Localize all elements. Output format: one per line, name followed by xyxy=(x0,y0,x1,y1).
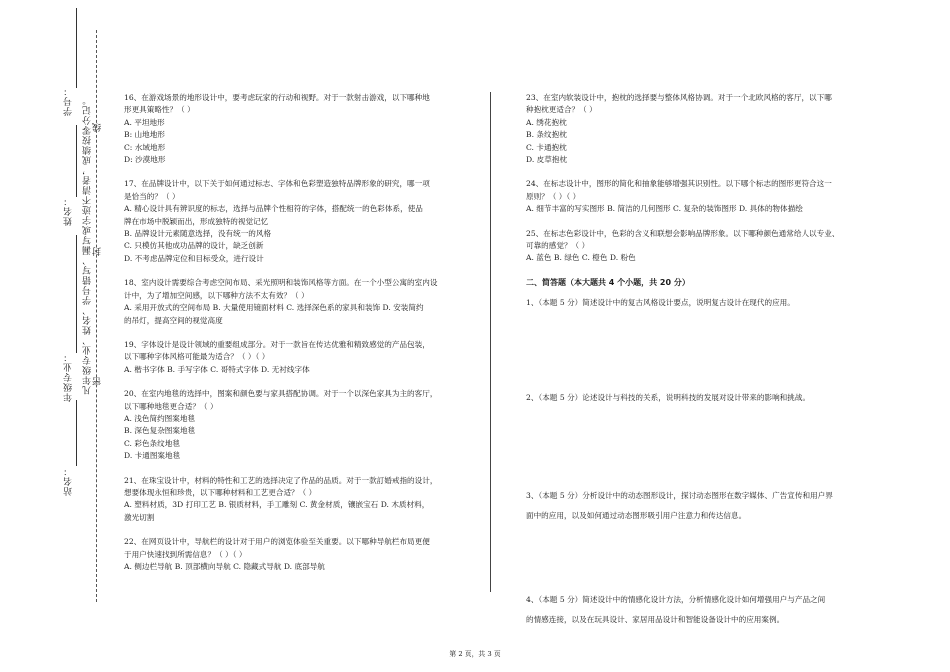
exam-no-line xyxy=(76,8,77,88)
question-25 xyxy=(526,228,871,265)
question-stem: 以下哪种字体风格可能最为适合？（ ）（ ） xyxy=(124,352,270,362)
option: D. 不考虑品牌定位和目标受众，进行设计 xyxy=(124,253,264,263)
option: A. 细节丰富的写实图形 B. 简洁的几何图形 C. 复杂的装饰图形 D. 具体的物体描绘 xyxy=(526,204,803,214)
short-question-3 xyxy=(526,490,871,586)
grade-major-line xyxy=(76,235,77,353)
grade-major-label: 年级专业： xyxy=(64,352,74,402)
question-stem: 2、（本题 5 分）论述设计与科技的关系，说明科技的发展对设计带来的影响和挑战。 xyxy=(526,393,811,403)
question-stem: 19、字体设计是设计领域的重要组成部分。对于一款旨在传达优雅和精致感觉的产品包装， xyxy=(124,339,430,349)
option: A. 侧边栏导航 B. 顶部横向导航 C. 隐藏式导航 D. 底部导航 xyxy=(124,562,325,571)
name-line xyxy=(76,125,77,197)
option: A. 塑料材质，3D 打印工艺 B. 银质材料，手工雕刻 C. 黄金材质，镶嵌宝石 D. 木质材料， xyxy=(124,500,430,510)
question-stem: 22、在网页设计中，导航栏的设计对于用户的浏览体验至关重要。以下哪种导航栏布局更便 xyxy=(124,537,430,547)
question-19 xyxy=(124,339,469,376)
question-24 xyxy=(526,178,871,215)
question-stem: 形更具策略性？（ ） xyxy=(124,105,195,115)
question-20 xyxy=(124,388,469,462)
seal-xian: 线 xyxy=(93,122,103,132)
short-question-1 xyxy=(526,297,871,385)
option: A. 平坦地形 xyxy=(124,117,165,127)
question-stem: 于用户快速找到所需信息？（ ）（ ） xyxy=(124,549,247,559)
question-stem: 25、在标志色彩设计中，色彩的含义和联想会影响品牌形象。以下哪种颜色通常给人以专业、 xyxy=(526,228,840,238)
option: A. 蓝色 B. 绿色 C. 橙色 D. 粉色 xyxy=(526,253,636,263)
column-divider xyxy=(490,92,491,592)
option: 牌在市场中脱颖而出，形成独特的视觉记忆 xyxy=(124,216,269,226)
option: C: 水域地形 xyxy=(124,142,166,152)
question-stem: 是恰当的？（ ） xyxy=(124,191,180,201)
question-stem: 想要体现永恒和珍贵，以下哪种材料和工艺更合适？（ ） xyxy=(124,487,317,497)
question-stem: 以下哪种地毯更合适？（ ） xyxy=(124,401,218,411)
question-stem: 4、（本题 5 分）简述设计中的情感化设计方法，分析情感化设计如何增强用户与产品之间 xyxy=(526,594,826,604)
binding-margin xyxy=(0,0,110,672)
option: C. 卡通抱枕 xyxy=(526,142,567,152)
option: A. 绣花抱枕 xyxy=(526,117,567,127)
seal-feng: 封 xyxy=(93,246,103,256)
question-17 xyxy=(124,178,469,265)
question-stem: 23、在室内软装设计中，抱枕的选择要与整体风格协调。对于一个北欧风格的客厅，以下哪 xyxy=(526,93,832,102)
option: A. 浅色简约图案地毯 xyxy=(124,413,196,423)
question-stem: 20、在室内地毯的选择中，图案和颜色要与家具搭配协调。对于一个以深色家具为主的客厅， xyxy=(124,389,438,399)
option: B. 条纹抱枕 xyxy=(526,130,567,140)
option: C. 彩色条纹地毯 xyxy=(124,438,180,448)
left-column xyxy=(124,92,469,585)
option: A. 楷书字体 B. 手写字体 C. 哥特式字体 D. 无衬线字体 xyxy=(124,364,310,374)
question-stem: 可靠的感觉？（ ） xyxy=(526,241,590,251)
question-stem: 种抱枕更适合？（ ） xyxy=(526,105,597,115)
question-stem: 24、在标志设计中，图形的简化和抽象能够增强其识别性。以下哪个标志的图形更符合这一 xyxy=(526,179,832,189)
question-stem: 16、在游戏场景的地形设计中，要考虑玩家的行动和视野。对于一款射击游戏，以下哪种地 xyxy=(124,93,430,102)
question-stem: 3、（本题 5 分）分析设计中的动态图形设计，探讨动态图形在数字媒体、广告宣传和用户界 xyxy=(526,491,833,501)
question-22 xyxy=(124,536,469,573)
option: A. 精心设计具有辨识度的标志，选择与品牌个性相符的字体，搭配统一的色彩体系，使品 xyxy=(124,204,423,214)
question-stem: 17、在品牌设计中，以下关于如何通过标志、字体和色彩塑造独特品牌形象的研究，哪一项 xyxy=(124,179,430,189)
option: D: 沙漠地形 xyxy=(124,155,166,165)
exam-no-label: 学号： xyxy=(64,86,74,116)
option: B: 山地地形 xyxy=(124,130,165,140)
station-label: 站名： xyxy=(64,466,74,496)
question-stem: 1、（本题 5 分）简述设计中的复古风格设计要点，说明复古设计在现代的应用。 xyxy=(526,297,795,307)
option: 激光切割 xyxy=(124,512,155,522)
question-stem: 的情感连接，以及在玩具设计、家居用品设计和智能设备设计中的应用案例。 xyxy=(526,614,785,624)
option: C. 只模仿其他成功品牌的设计，缺乏创新 xyxy=(124,241,264,251)
question-stem: 面中的应用，以及如何通过动态图形吸引用户注意力和传达信息。 xyxy=(526,511,747,521)
option: A. 采用开放式的空间布局 B. 大量使用镜面材料 C. 选择深色系的家具和装饰 D. 安装简约 xyxy=(124,303,424,313)
option: B. 品牌设计元素随意选择，没有统一的风格 xyxy=(124,229,272,239)
question-stem: 原则？（ ）（ ） xyxy=(526,191,581,201)
option: D. 皮草抱枕 xyxy=(526,155,568,165)
question-stem: 21、在珠宝设计中，材料的特性和工艺的选择决定了作品的品质。对于一款訂婚戒指的设计， xyxy=(124,475,438,485)
option: 的吊灯，提高空间的视觉高度 xyxy=(124,315,223,325)
question-18 xyxy=(124,277,469,327)
short-question-4 xyxy=(526,594,871,626)
option: B. 深色复杂图案地毯 xyxy=(124,426,196,436)
station-line xyxy=(76,400,77,466)
page-number: 第 2 页，共 3 页 xyxy=(449,650,501,658)
short-question-2 xyxy=(526,392,871,482)
question-21 xyxy=(124,475,469,525)
section-heading: 二、简答题（本大题共 4 个小题，共 20 分） xyxy=(526,277,690,287)
question-stem: 计中，为了增加空间感，以下哪种方法不太有效？（ ） xyxy=(124,290,309,300)
warning-text: 凡年级专业、姓名、学号错写、漏写或字迹不清者，成绩按零分记。 xyxy=(83,95,93,395)
name-label: 姓名： xyxy=(64,196,74,226)
seal-mi: 密 xyxy=(93,376,103,386)
question-stem: 18、室内设计需要综合考虑空间布局、采光照明和装饰风格等方面。在一个小型公寓的室内设 xyxy=(124,278,438,288)
seal-dashed-line xyxy=(96,30,97,602)
question-23 xyxy=(526,92,871,166)
option: D. 卡通图案地毯 xyxy=(124,451,181,461)
question-16 xyxy=(124,92,469,166)
right-column xyxy=(526,92,871,634)
